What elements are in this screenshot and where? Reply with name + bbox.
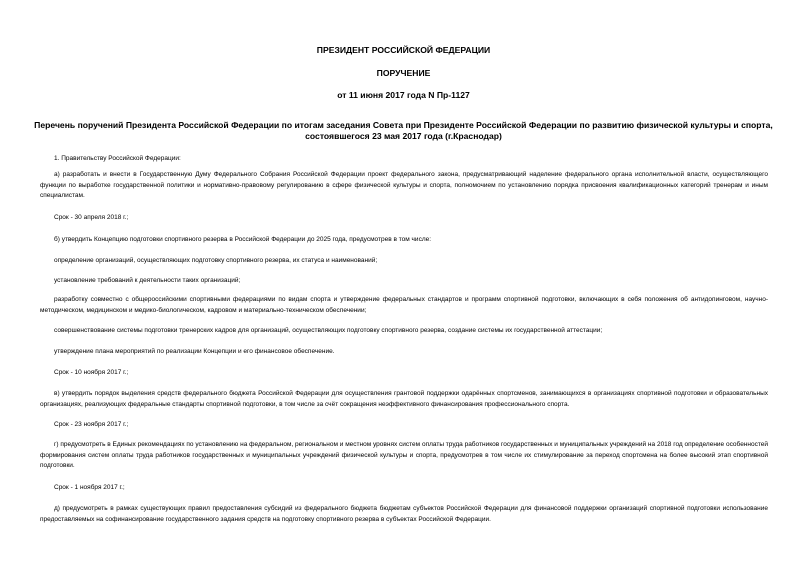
paragraph-9: утверждение плана мероприятий по реализации Концепции и его финансовое обеспечение. [54,348,335,355]
paragraph-6: установление требований к деятельности таких организаций; [54,277,241,284]
paragraph-14: Срок - 1 ноября 2017 г.; [54,484,125,491]
document-issuer: ПРЕЗИДЕНТ РОССИЙСКОЙ ФЕДЕРАЦИИ [316,45,491,55]
paragraph-8: совершенствование системы подготовки тренерских кадров для организаций, осуществляющих подготовку спортивного резерва, создание системы их государственной аттестации; [54,327,603,334]
document-date-number: от 11 июня 2017 года N Пр-1127 [337,90,470,100]
paragraph-2: а) разработать и внести в Государственную Думу Федерального Собрания Российской Федерации проект федерального закона, предусматривающий наделение федерального органа исполнительной власти, осуществляющего функции по выработке государственной политики и нормативно-правовому регулированию в сфере физической культуры и спорта, полномочием по установлению порядка присвоения квалификационных категорий тренерам и иным специалистам. [40,171,768,199]
paragraph-13: г) предусмотреть в Единых рекомендациях по установлению на федеральном, региональном и местном уровнях систем оплаты труда работников государственных и муниципальных учреждений на 2018 год определение особенностей формирования систем оплаты труда работников государственных и муниципальных учреждений физической культуры и спорта, предусмотрев в том числе их стимулирование за переход спортсмена на более высокий этап спортивной подготовки. [40,441,768,469]
paragraph-15: д) предусмотреть в рамках существующих правил предоставления субсидий из федерального бюджета бюджетам субъектов Российской Федерации для финансовой поддержки организаций спортивной подготовки использование предоставляемых на софинансирование государственного задания средств на подготовку спортивного резерва в субъектах Российской Федерации. [40,505,768,523]
paragraph-10: Срок - 10 ноября 2017 г.; [54,369,129,376]
paragraph-5: определение организаций, осуществляющих подготовку спортивного резерва, их статуса и наименований; [54,257,378,264]
paragraph-4: б) утвердить Концепцию подготовки спортивного резерва в Российской Федерации до 2025 года, предусмотрев в том числе: [54,236,432,243]
paragraph-3: Срок - 30 апреля 2018 г.; [54,214,129,221]
paragraph-1: 1. Правительству Российской Федерации: [54,155,181,162]
document-title: Перечень поручений Президента Российской Федерации по итогам заседания Совета при Президенте Российской Федерации по развитию физической культуры и спорта, состоявшегося 23 мая 2017 года (г.Краснодар) [34,120,773,141]
document-type: ПОРУЧЕНИЕ [376,68,431,78]
paragraph-11: в) утвердить порядок выделения средств федерального бюджета Российской Федерации для осуществления грантовой поддержки одарённых спортсменов, занимающихся в организациях спортивной подготовки и образовательных организациях, реализующих федеральные стандарты спортивной подготовки, в том числе за счёт сокращения неэффективного финансирования профессионального спорта. [40,390,768,408]
paragraph-12: Срок - 23 ноября 2017 г.; [54,421,129,428]
paragraph-7: разработку совместно с общероссийскими спортивными федерациями по видам спорта и утверждение федеральных стандартов и программ спортивной подготовки, включающих в себя положения об антидопинговом, научно-методическом, медицинском и медико-биологическом, кадровом и материально-техническом обеспечении; [40,296,768,314]
